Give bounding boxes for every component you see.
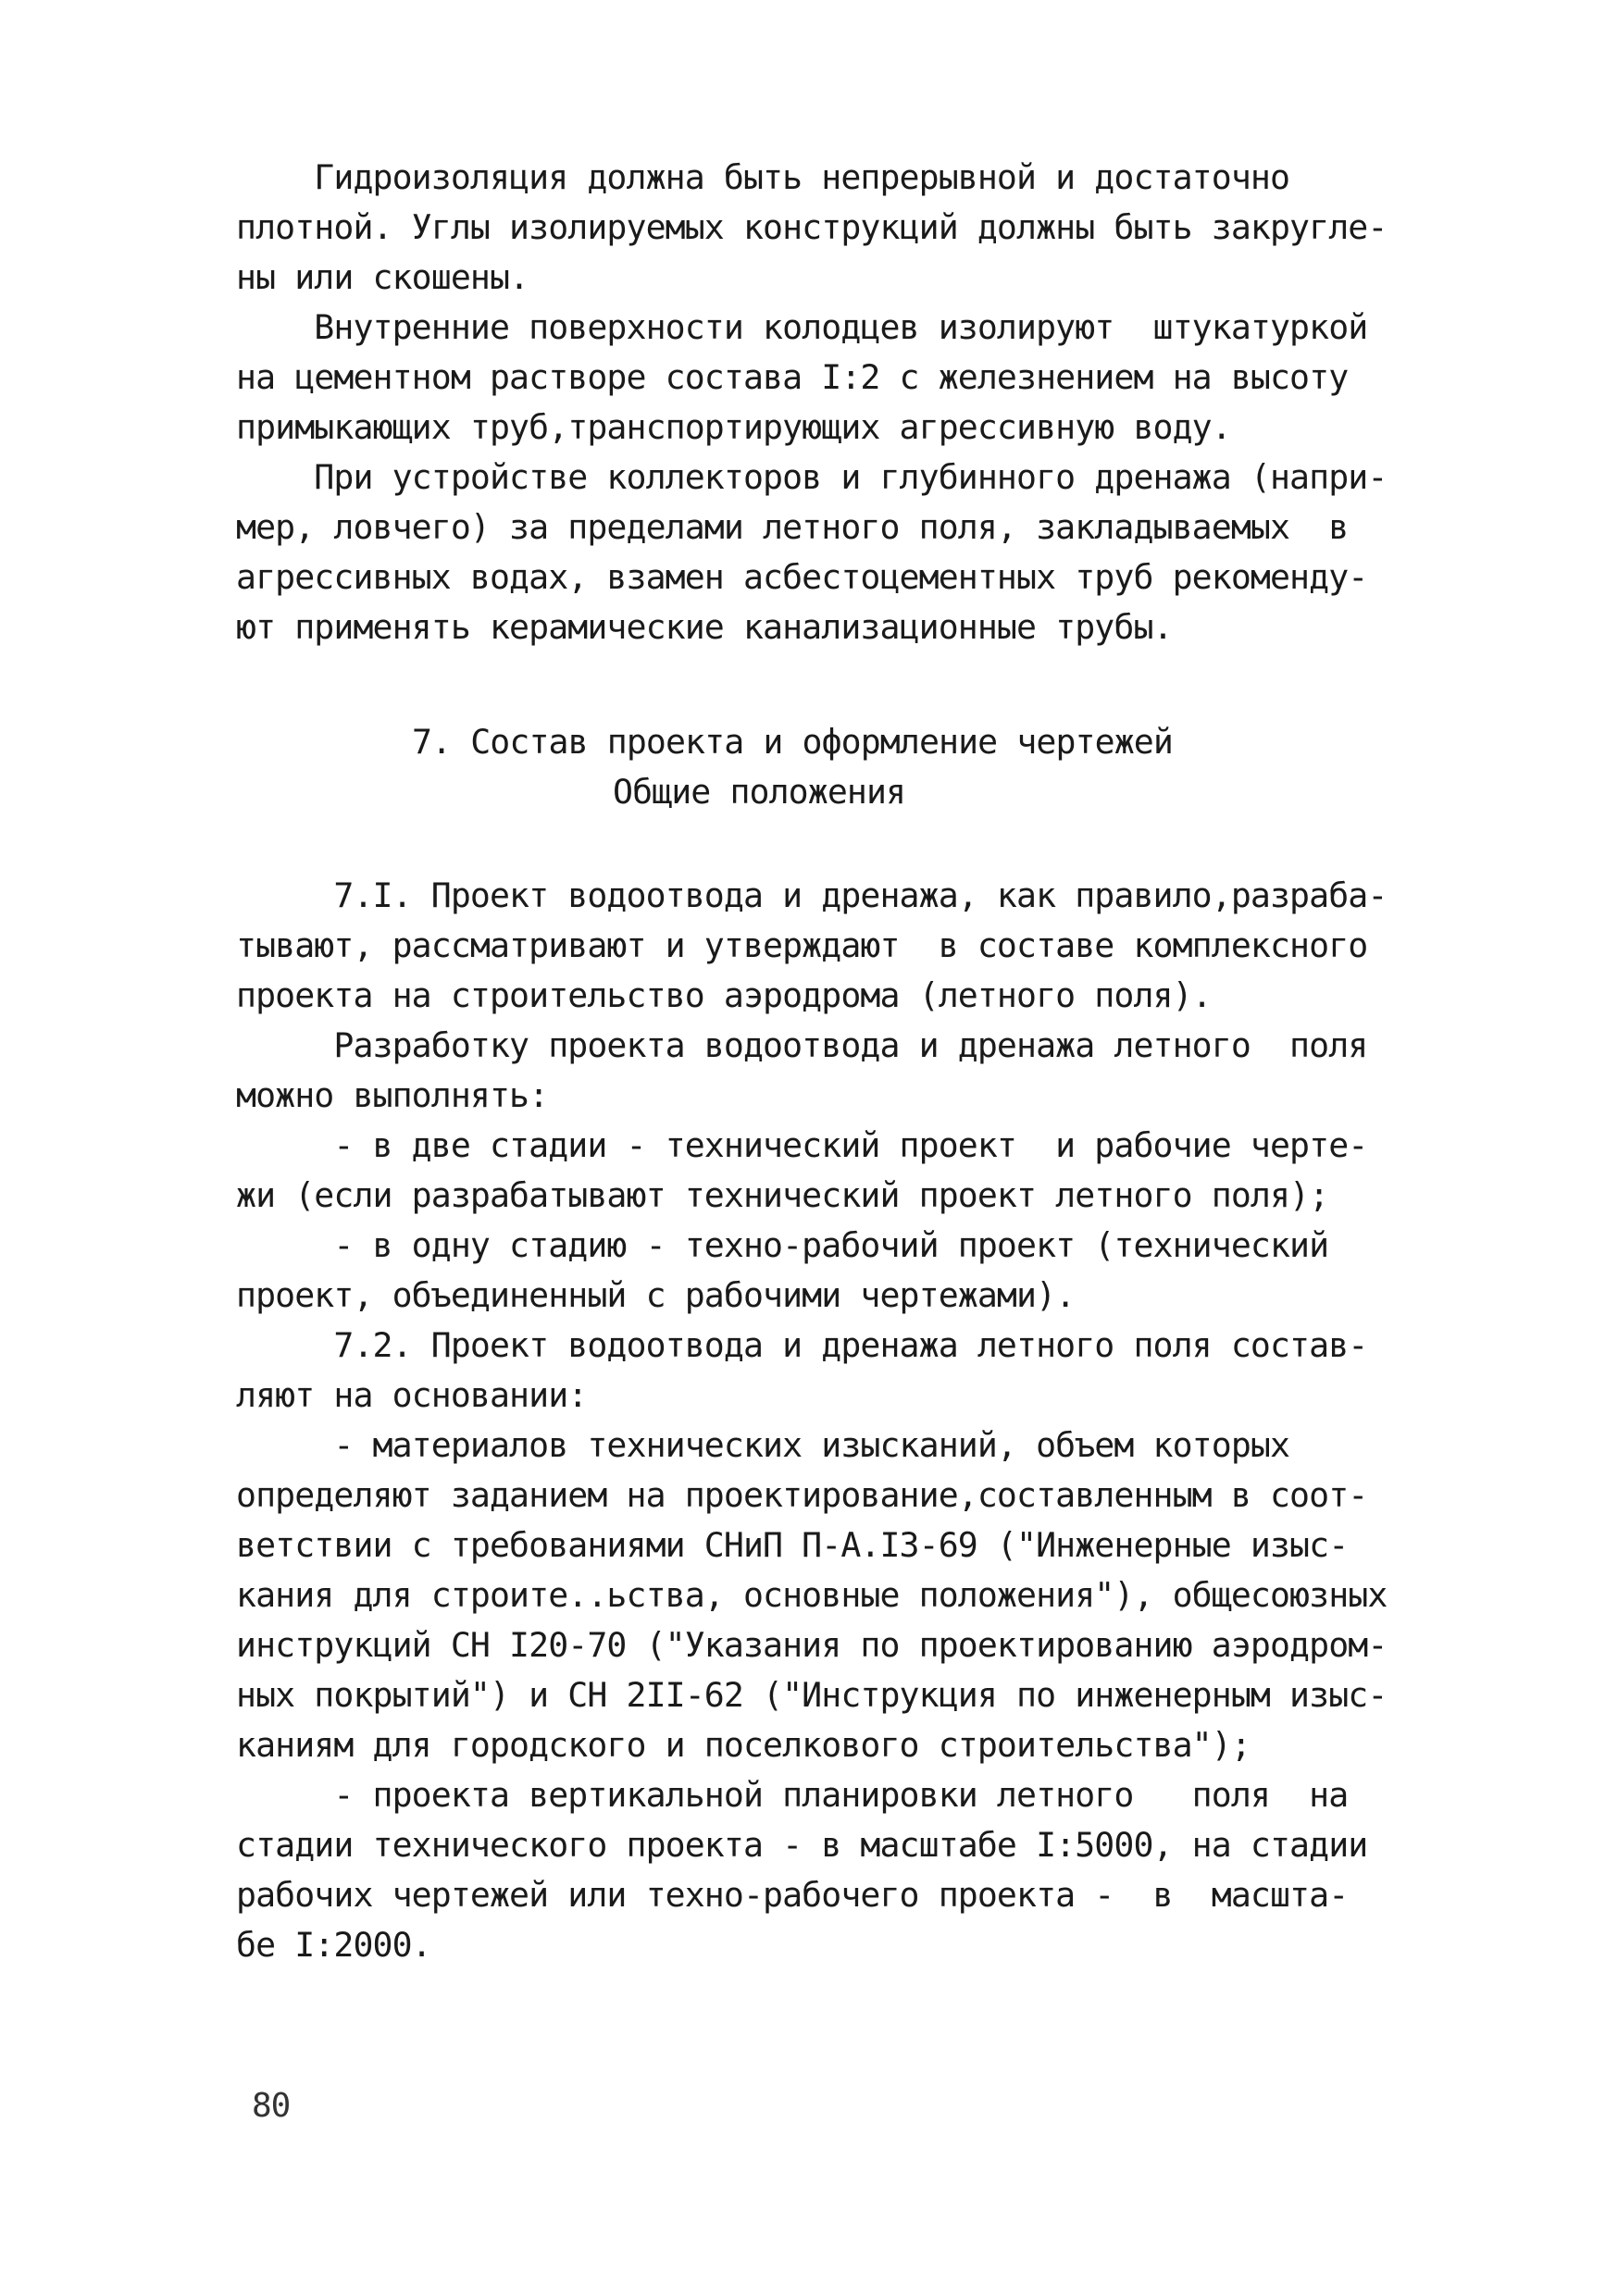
text-line: плотной. Углы изолируемых конструкций должны быть закругле-: [236, 207, 1388, 247]
section-subtitle: Общие положения: [613, 772, 906, 812]
text-line: 7.2. Проект водоотвода и дренажа летного поля состав-: [236, 1325, 1368, 1365]
text-line: инструкций СН I20-70 ("Указания по проектированию аэродром-: [236, 1625, 1388, 1665]
text-line: проект, объединенный с рабочими чертежами).: [236, 1275, 1076, 1315]
text-line: ных покрытий") и СН 2II-62 ("Инструкция по инженерным изыс-: [236, 1675, 1388, 1715]
list-item-one-stage: [236, 1221, 1407, 1321]
text-line: ветствии с требованиями СНиП П-А.I3-69 ("Инженерные изыс-: [236, 1525, 1349, 1565]
text-line: - материалов технических изысканий, объем которых: [236, 1425, 1290, 1465]
text-line: При устройстве коллекторов и глубинного дренажа (напри-: [236, 457, 1388, 497]
list-item-vertical-planning: [236, 1770, 1407, 1970]
text-line: Внутренние поверхности колодцев изолируют штукатуркой: [236, 307, 1368, 347]
paragraph-7-2: [236, 1321, 1407, 1421]
main-text: [236, 153, 1407, 1970]
text-line: рабочих чертежей или техно-рабочего проекта - в масшта-: [236, 1875, 1349, 1915]
text-line: кания для строите..ьства, основные положения"), общесоюзных: [236, 1575, 1388, 1615]
paragraph-collectors: [236, 453, 1407, 652]
text-line: агрессивных водах, взамен асбестоцементных труб рекоменду-: [236, 557, 1368, 597]
text-line: - в две стадии - технический проект и рабочие черте-: [236, 1125, 1368, 1165]
text-line: на цементном растворе состава I:2 с железнением на высоту: [236, 357, 1349, 397]
text-line: ляют на основании:: [236, 1375, 588, 1415]
text-line: тывают, рассматривают и утверждают в составе комплексного: [236, 925, 1368, 965]
text-line: определяют заданием на проектирование,составленным в соот-: [236, 1475, 1368, 1515]
page-number: 80: [252, 2087, 291, 2125]
paragraph-development: [236, 1021, 1407, 1121]
paragraph-waterproofing: [236, 153, 1407, 303]
text-line: Гидроизоляция должна быть непрерывной и достаточно: [236, 157, 1290, 197]
list-item-survey-materials: [236, 1421, 1407, 1770]
text-line: примыкающих труб,транспортирующих агрессивную воду.: [236, 407, 1231, 447]
text-line: ны или скошены.: [236, 257, 529, 297]
text-line: стадии технического проекта - в масштабе I:5000, на стадии: [236, 1825, 1368, 1865]
text-line: - проекта вертикальной планировки летного поля на: [236, 1775, 1349, 1815]
text-line: можно выполнять:: [236, 1075, 549, 1115]
text-line: мер, ловчего) за пределами летного поля, закладываемых в: [236, 507, 1349, 547]
paragraph-7-1: [236, 871, 1407, 1021]
list-item-two-stages: [236, 1121, 1407, 1221]
text-line: Разработку проекта водоотвода и дренажа летного поля: [236, 1025, 1368, 1065]
text-line: - в одну стадию - техно-рабочий проект (технический: [236, 1225, 1329, 1265]
paragraph-well-surfaces: [236, 303, 1407, 453]
text-line: 7.I. Проект водоотвода и дренажа, как правило,разраба-: [236, 875, 1388, 915]
text-line: проекта на строительство аэродрома (летного поля).: [236, 975, 1212, 1015]
text-line: ют применять керамические канализационные трубы.: [236, 607, 1173, 647]
section-title: 7. Состав проекта и оформление чертежей: [412, 722, 1173, 762]
text-line: каниям для городского и поселкового строительства");: [236, 1725, 1251, 1765]
text-line: бе I:2000.: [236, 1925, 431, 1965]
text-line: жи (если разрабатывают технический проект летного поля);: [236, 1175, 1329, 1215]
